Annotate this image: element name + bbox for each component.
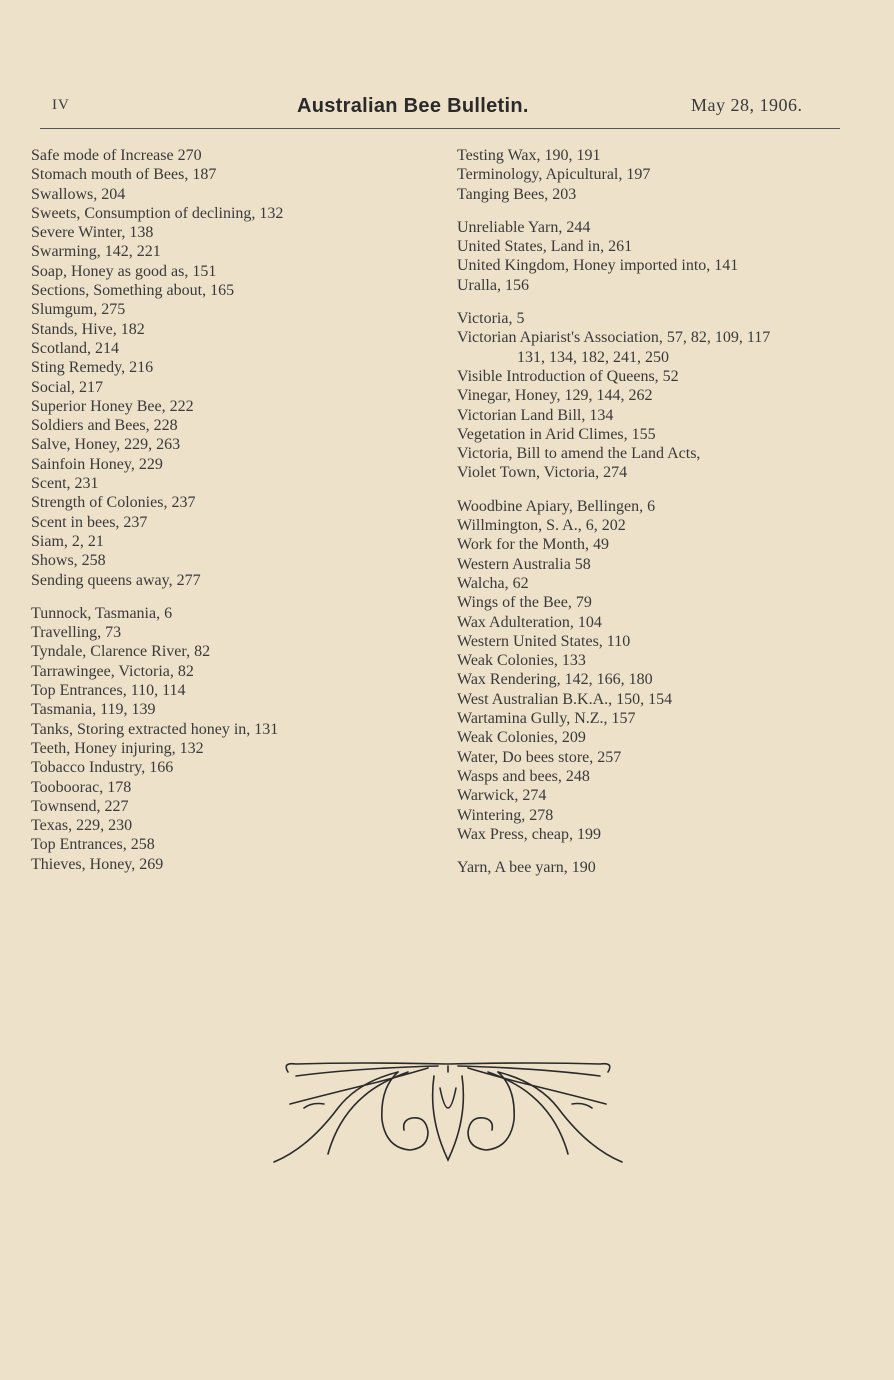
index-entry: Social, 217 — [31, 378, 103, 396]
index-entry: Scent, 231 — [31, 475, 99, 493]
index-entry: Western United States, 110 — [457, 632, 631, 650]
index-entry: United Kingdom, Honey imported into, 141 — [457, 257, 739, 275]
index-entry: Western Australia 58 — [457, 555, 591, 573]
index-entry: Unreliable Yarn, 244 — [457, 218, 591, 236]
index-entry: Willmington, S. A., 6, 202 — [457, 517, 626, 535]
index-entry: Sending queens away, 277 — [31, 571, 201, 589]
entry-spacer — [457, 204, 770, 218]
index-entry: Wax Press, cheap, 199 — [457, 825, 602, 843]
index-entry: Yarn, A bee yarn, 190 — [457, 859, 596, 877]
index-entry: Texas, 229, 230 — [31, 817, 133, 835]
index-column-right — [457, 146, 770, 877]
index-entry: Violet Town, Victoria, 274 — [457, 464, 628, 482]
index-entry: Sting Remedy, 216 — [31, 359, 154, 377]
index-entry: Scent in bees, 237 — [31, 513, 148, 531]
index-entry: Woodbine Apiary, Bellingen, 6 — [457, 497, 656, 515]
index-entry: Stands, Hive, 182 — [31, 320, 145, 338]
entry-spacer — [457, 295, 770, 309]
entry-spacer — [457, 483, 770, 497]
index-entry: Slumgum, 275 — [31, 301, 126, 319]
index-entry: Severe Winter, 138 — [31, 224, 154, 242]
index-entry: Sainfoin Honey, 229 — [31, 455, 163, 473]
page-title: Australian Bee Bulletin. — [297, 95, 529, 117]
entry-spacer — [457, 844, 770, 858]
issue-date: May 28, 1906. — [691, 95, 803, 115]
index-entry: Tobacco Industry, 166 — [31, 759, 174, 777]
page-number: IV — [52, 97, 70, 113]
index-entry: Tunnock, Tasmania, 6 — [31, 604, 173, 622]
index-entry: Victoria, 5 — [457, 310, 525, 328]
index-entry: United States, Land in, 261 — [457, 238, 633, 256]
index-entry: Work for the Month, 49 — [457, 536, 610, 554]
index-entry: Soap, Honey as good as, 151 — [31, 262, 217, 280]
index-entry: Victorian Land Bill, 134 — [457, 406, 614, 424]
index-entry: Shows, 258 — [31, 552, 106, 570]
index-entry: Sections, Something about, 165 — [31, 282, 235, 300]
index-entry: Walcha, 62 — [457, 574, 529, 592]
index-entry: Teeth, Honey injuring, 132 — [31, 739, 204, 757]
index-entry: Tyndale, Clarence River, 82 — [31, 643, 211, 661]
index-entry: Wings of the Bee, 79 — [457, 594, 592, 612]
index-entry: Townsend, 227 — [31, 797, 129, 815]
index-entry: Tarrawingee, Victoria, 82 — [31, 662, 194, 680]
index-entry: Victorian Apiarist's Association, 57, 82, 109, 117 — [457, 329, 771, 347]
index-entry: Weak Colonies, 209 — [457, 729, 586, 747]
index-entry: Tooboorac, 178 — [31, 778, 132, 796]
header-rule — [40, 128, 840, 129]
index-entry: 131, 134, 182, 241, 250 — [517, 348, 669, 366]
index-entry: Uralla, 156 — [457, 276, 529, 294]
index-entry: Safe mode of Increase 270 — [31, 147, 202, 164]
index-entry: Thieves, Honey, 269 — [31, 855, 164, 873]
index-entry: Travelling, 73 — [31, 624, 122, 642]
index-entry: Visible Introduction of Queens, 52 — [457, 367, 679, 385]
index-entry: Salve, Honey, 229, 263 — [31, 436, 181, 454]
index-entry: Tanks, Storing extracted honey in, 131 — [31, 720, 279, 738]
index-entry: Swallows, 204 — [31, 185, 126, 203]
index-entry: Wasps and bees, 248 — [457, 767, 590, 785]
index-entry: Terminology, Apicultural, 197 — [457, 166, 651, 184]
index-entry: Wintering, 278 — [457, 806, 554, 824]
index-entry: Victoria, Bill to amend the Land Acts, — [457, 445, 701, 463]
index-entry: Tasmania, 119, 139 — [31, 701, 156, 719]
index-entry: Vinegar, Honey, 129, 144, 262 — [457, 387, 653, 405]
index-entry: Superior Honey Bee, 222 — [31, 397, 194, 415]
index-entry: Soldiers and Bees, 228 — [31, 417, 178, 435]
index-entry: Wax Rendering, 142, 166, 180 — [457, 671, 653, 689]
index-entry: Weak Colonies, 133 — [457, 652, 586, 670]
index-entry: Tanging Bees, 203 — [457, 185, 577, 203]
index-entry: Wax Adulteration, 104 — [457, 613, 602, 631]
index-entry: West Australian B.K.A., 150, 154 — [457, 690, 673, 708]
index-entry: Sweets, Consumption of declining, 132 — [31, 204, 284, 222]
index-entry: Strength of Colonies, 237 — [31, 494, 196, 512]
index-entry: Wartamina Gully, N.Z., 157 — [457, 710, 636, 728]
index-entry: Scotland, 214 — [31, 339, 119, 357]
index-entry: Siam, 2, 21 — [31, 532, 104, 550]
scroll-flourish-ornament-icon — [268, 1058, 628, 1168]
index-entry: Testing Wax, 190, 191 — [457, 147, 601, 164]
index-entry: Swarming, 142, 221 — [31, 243, 161, 261]
index-entry: Water, Do bees store, 257 — [457, 748, 622, 766]
entry-spacer — [31, 590, 283, 604]
index-entry: Stomach mouth of Bees, 187 — [31, 166, 217, 184]
index-entry: Warwick, 274 — [457, 787, 547, 805]
index-entry: Vegetation in Arid Climes, 155 — [457, 425, 656, 443]
index-entry: Top Entrances, 110, 114 — [31, 682, 186, 700]
index-entry: Top Entrances, 258 — [31, 836, 155, 854]
index-column-left — [31, 146, 283, 874]
